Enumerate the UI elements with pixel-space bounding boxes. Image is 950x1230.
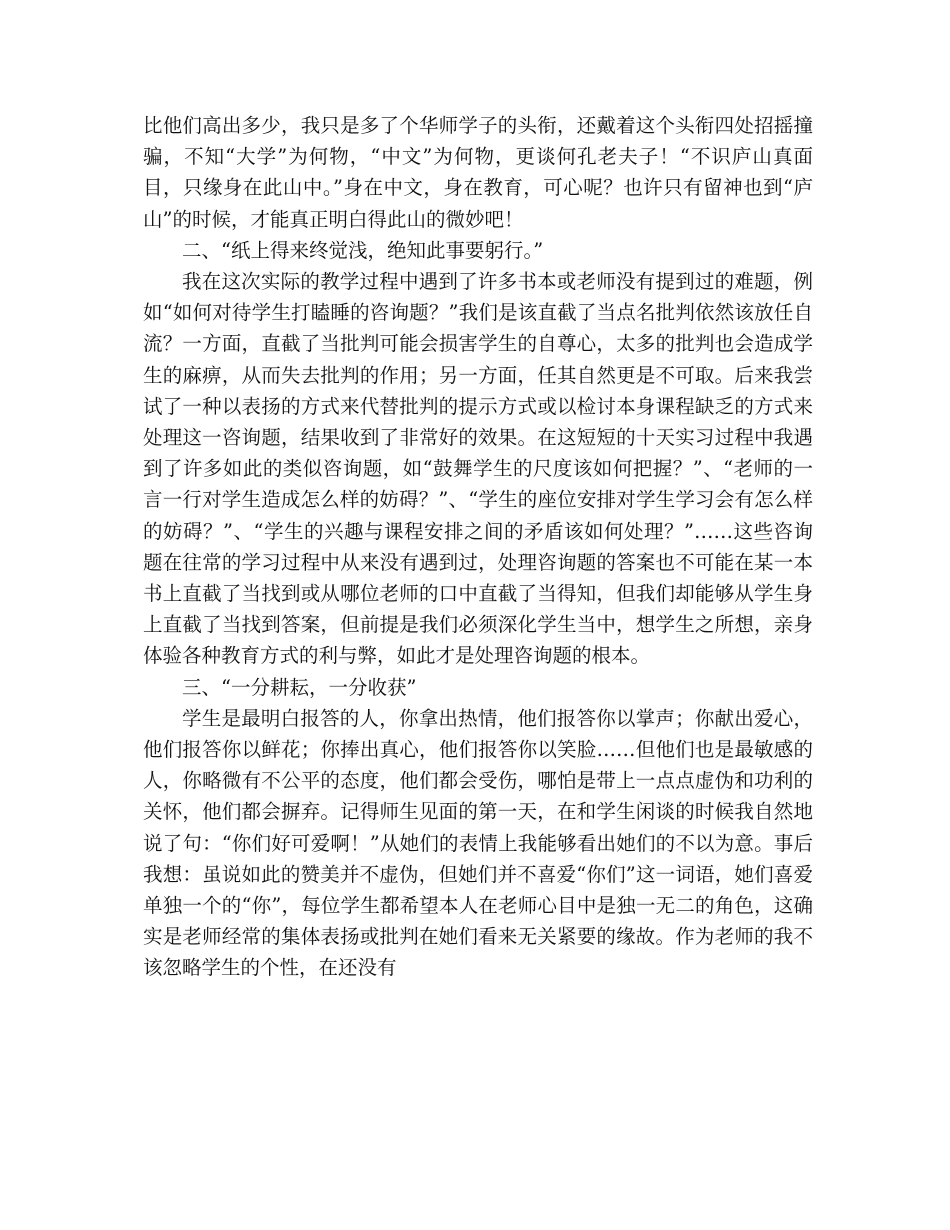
document-page xyxy=(143,110,813,984)
paragraph-continuation: 比他们高出多少，我只是多了个华师学子的头衔，还戴着这个头衔四处招摇撞骗，不知“大学”为何物，“中文”为何物，更谈何孔老夫子！“不识庐山真面目，只缘身在此山中。”身在中文，身在教育，可心呢？也许只有留神也到“庐山”的时候，才能真正明白得此山的微妙吧！ xyxy=(143,114,813,231)
paragraph-teaching-problems: 我在这次实际的教学过程中遇到了许多书本或老师没有提到过的难题，例如“如何对待学生打瞌睡的咨询题？”我们是该直截了当点名批判依然该放任自流？一方面，直截了当批判可能会损害学生的自尊心，太多的批判也会造成学生的麻痹，从而失去批判的作用；另一方面，任其自然更是不可取。后来我尝试了一种以表扬的方式来代替批判的提示方式或以检讨本身课程缺乏的方式来处理这一咨询题，结果收到了非常好的效果。在这短短的十天实习过程中我遇到了许多如此的类似咨询题，如“鼓舞学生的尺度该如何把握？”、“老师的一言一行对学生造成怎么样的妨碍？”、“学生的座位安排对学生学习会有怎么样的妨碍？”、“学生的兴趣与课程安排之间的矛盾该如何处理？”……这些咨询题在往常的学习过程中从来没有遇到过，处理咨询题的答案也不可能在某一本书上直截了当找到或从哪位老师的口中直截了当得知，但我们却能够从学生身上直截了当找到答案，但前提是我们必须深化学生当中，想学生之所想，亲身体验各种教育方式的利与弊，如此才是处理咨询题的根本。 xyxy=(143,270,813,668)
section-heading-two: 二、“纸上得来终觉浅，绝知此事要躬行。” xyxy=(182,238,544,262)
paragraph-student-feedback: 学生是最明白报答的人，你拿出热情，他们报答你以掌声；你献出爱心，他们报答你以鲜花；你捧出真心，他们报答你以笑脸……但他们也是最敏感的人，你略微有不公平的态度，他们都会受伤，哪怕是带上一点点虚伪和功利的关怀，他们都会摒弃。记得师生见面的第一天，在和学生闲谈的时候我自然地说了句：“你们好可爱啊！”从她们的表情上我能够看出她们的不以为意。事后我想：虽说如此的赞美并不虚伪，但她们并不喜爱“你们”这一词语，她们喜爱单独一个的“你”，每位学生都希望本人在老师心目中是独一无二的角色，这确实是老师经常的集体表扬或批判在她们看来无关紧要的缘故。作为老师的我不该忽略学生的个性，在还没有 xyxy=(143,706,813,980)
section-heading-three: 三、“一分耕耘，一分收获” xyxy=(182,675,417,699)
